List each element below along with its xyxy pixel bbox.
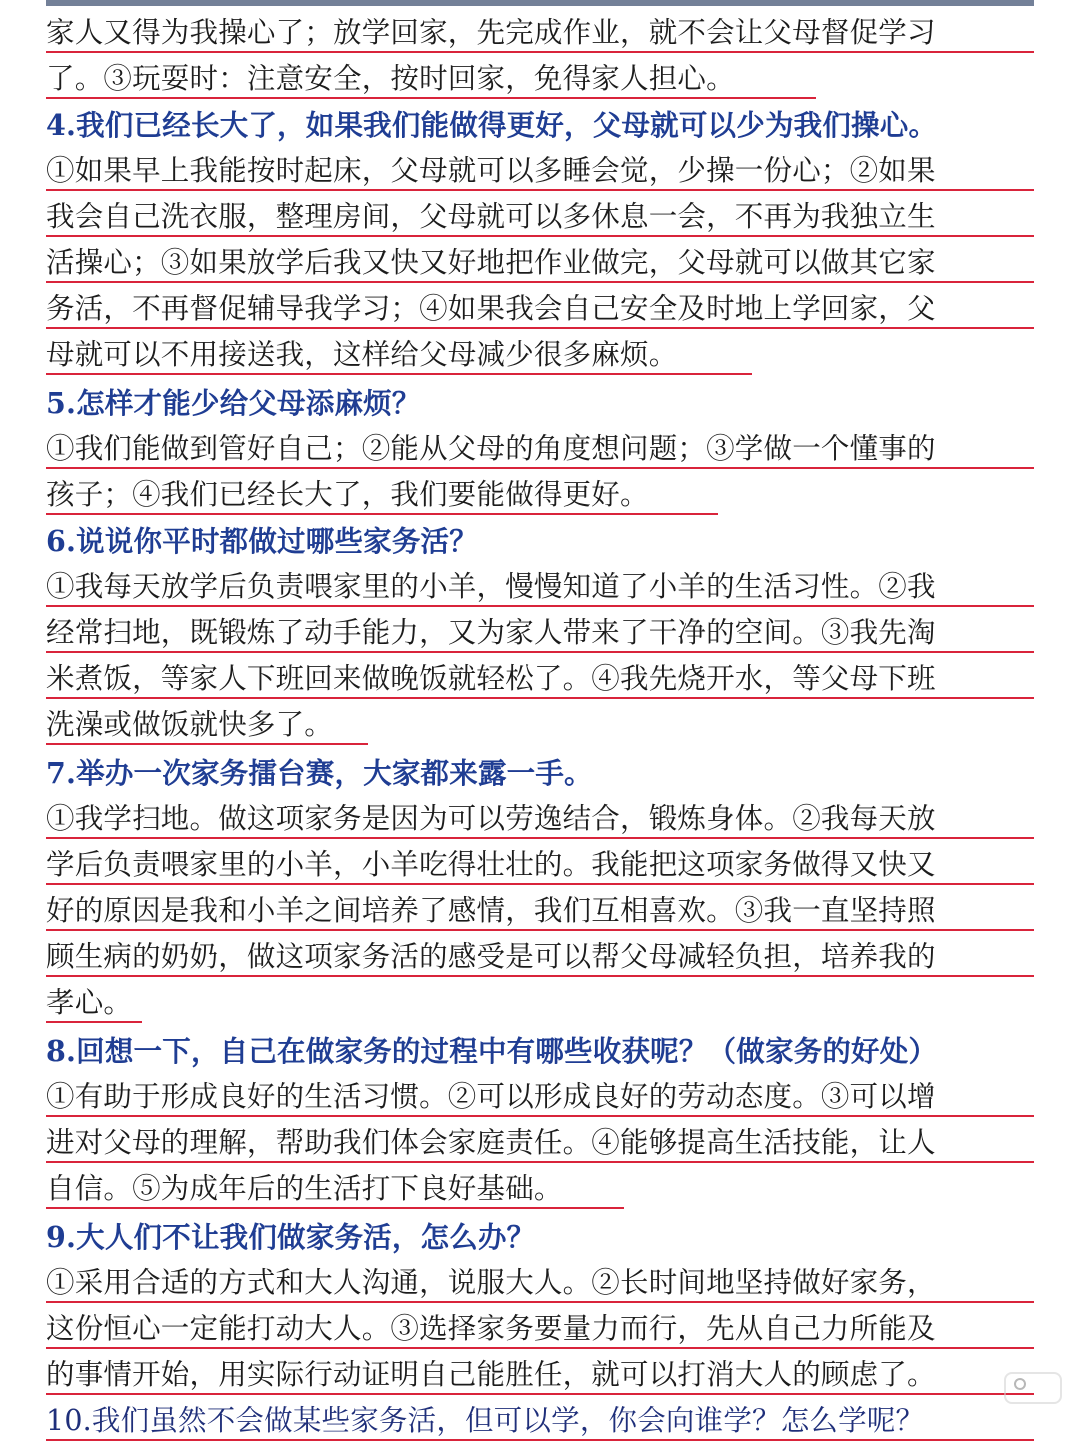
answer-line: 洗澡或做饭就快多了。	[46, 708, 334, 741]
red-underline	[46, 929, 1034, 931]
answer-line: 顾生病的奶奶，做这项家务活的感受是可以帮父母减轻负担，培养我的	[46, 940, 936, 973]
answer-line: 我会自己洗衣服，整理房间，父母就可以多休息一会，不再为我独立生	[46, 200, 936, 233]
red-underline	[46, 235, 1034, 237]
answer-line: 孝心。	[46, 986, 133, 1019]
red-underline	[46, 281, 1034, 283]
question-line: 7.举办一次家务擂台赛，大家都来露一手。	[46, 756, 593, 790]
red-underline	[46, 97, 816, 99]
answer-line: 活操心；③如果放学后我又快又好地把作业做完，父母就可以做其它家	[46, 246, 936, 279]
answer-line: 好的原因是我和小羊之间培养了感情，我们互相喜欢。③我一直坚持照	[46, 894, 936, 927]
red-underline	[46, 1347, 1034, 1349]
answer-line: 家人又得为我操心了；放学回家，先完成作业，就不会让父母督促学习	[46, 16, 936, 49]
red-underline	[46, 513, 718, 515]
red-underline	[46, 743, 368, 745]
red-underline	[46, 51, 1034, 53]
red-underline	[46, 1115, 1034, 1117]
question-line: 6.说说你平时都做过哪些家务活？	[46, 524, 478, 558]
question-line: 5.怎样才能少给父母添麻烦？	[46, 386, 421, 420]
red-underline	[46, 189, 1034, 191]
red-underline	[46, 1207, 624, 1209]
watermark-logo-icon	[1004, 1372, 1062, 1404]
red-underline	[46, 1161, 1034, 1163]
answer-line: 的事情开始，用实际行动证明自己能胜任，就可以打消大人的顾虑了。	[46, 1358, 936, 1391]
answer-line: ①我每天放学后负责喂家里的小羊，慢慢知道了小羊的生活习性。②我	[46, 570, 936, 603]
red-underline	[46, 837, 1034, 839]
top-cropped-strip	[46, 0, 1034, 6]
answer-line: 10.我们虽然不会做某些家务活，但可以学，你会向谁学？怎么学呢？	[46, 1404, 925, 1437]
red-underline	[46, 651, 1034, 653]
answer-line: 自信。⑤为成年后的生活打下良好基础。	[46, 1172, 563, 1205]
answer-line: ①我们能做到管好自己；②能从父母的角度想问题；③学做一个懂事的	[46, 432, 936, 465]
answer-line: 母就可以不用接送我，这样给父母减少很多麻烦。	[46, 338, 678, 371]
red-underline	[46, 1393, 1034, 1395]
answer-line: ①如果早上我能按时起床，父母就可以多睡会觉，少操一份心；②如果	[46, 154, 936, 187]
answer-line: 进对父母的理解，帮助我们体会家庭责任。④能够提高生活技能，让人	[46, 1126, 936, 1159]
answer-line: 米煮饭，等家人下班回来做晚饭就轻松了。④我先烧开水，等父母下班	[46, 662, 936, 695]
question-line: 4.我们已经长大了，如果我们能做得更好，父母就可以少为我们操心。	[46, 108, 938, 142]
answer-line: 孩子；④我们已经长大了，我们要能做得更好。	[46, 478, 649, 511]
answer-line: ①采用合适的方式和大人沟通，说服大人。②长时间地坚持做好家务，	[46, 1266, 936, 1299]
answer-line: 学后负责喂家里的小羊，小羊吃得壮壮的。我能把这项家务做得又快又	[46, 848, 936, 881]
red-underline	[46, 605, 1034, 607]
watermark-dot-icon	[1014, 1378, 1026, 1390]
answer-line: 了。③玩耍时：注意安全，按时回家，免得家人担心。	[46, 62, 735, 95]
red-underline	[46, 883, 1034, 885]
answer-line: 经常扫地，既锻炼了动手能力，又为家人带来了干净的空间。③我先淘	[46, 616, 936, 649]
red-underline	[46, 327, 1034, 329]
answer-line: ①有助于形成良好的生活习惯。②可以形成良好的劳动态度。③可以增	[46, 1080, 936, 1113]
red-underline	[46, 975, 1034, 977]
red-underline	[46, 697, 1034, 699]
red-underline	[46, 467, 1034, 469]
red-underline	[46, 1301, 1034, 1303]
question-line: 8.回想一下，自己在做家务的过程中有哪些收获呢？（做家务的好处）	[46, 1034, 938, 1068]
answer-line: ①我学扫地。做这项家务是因为可以劳逸结合，锻炼身体。②我每天放	[46, 802, 936, 835]
answer-line: 务活，不再督促辅导我学习；④如果我会自己安全及时地上学回家，父	[46, 292, 936, 325]
red-underline	[46, 1021, 142, 1023]
red-underline	[46, 373, 752, 375]
answer-line: 这份恒心一定能打动大人。③选择家务要量力而行，先从自己力所能及	[46, 1312, 936, 1345]
red-underline	[46, 1439, 1034, 1441]
question-line: 9.大人们不让我们做家务活，怎么办？	[46, 1220, 536, 1254]
